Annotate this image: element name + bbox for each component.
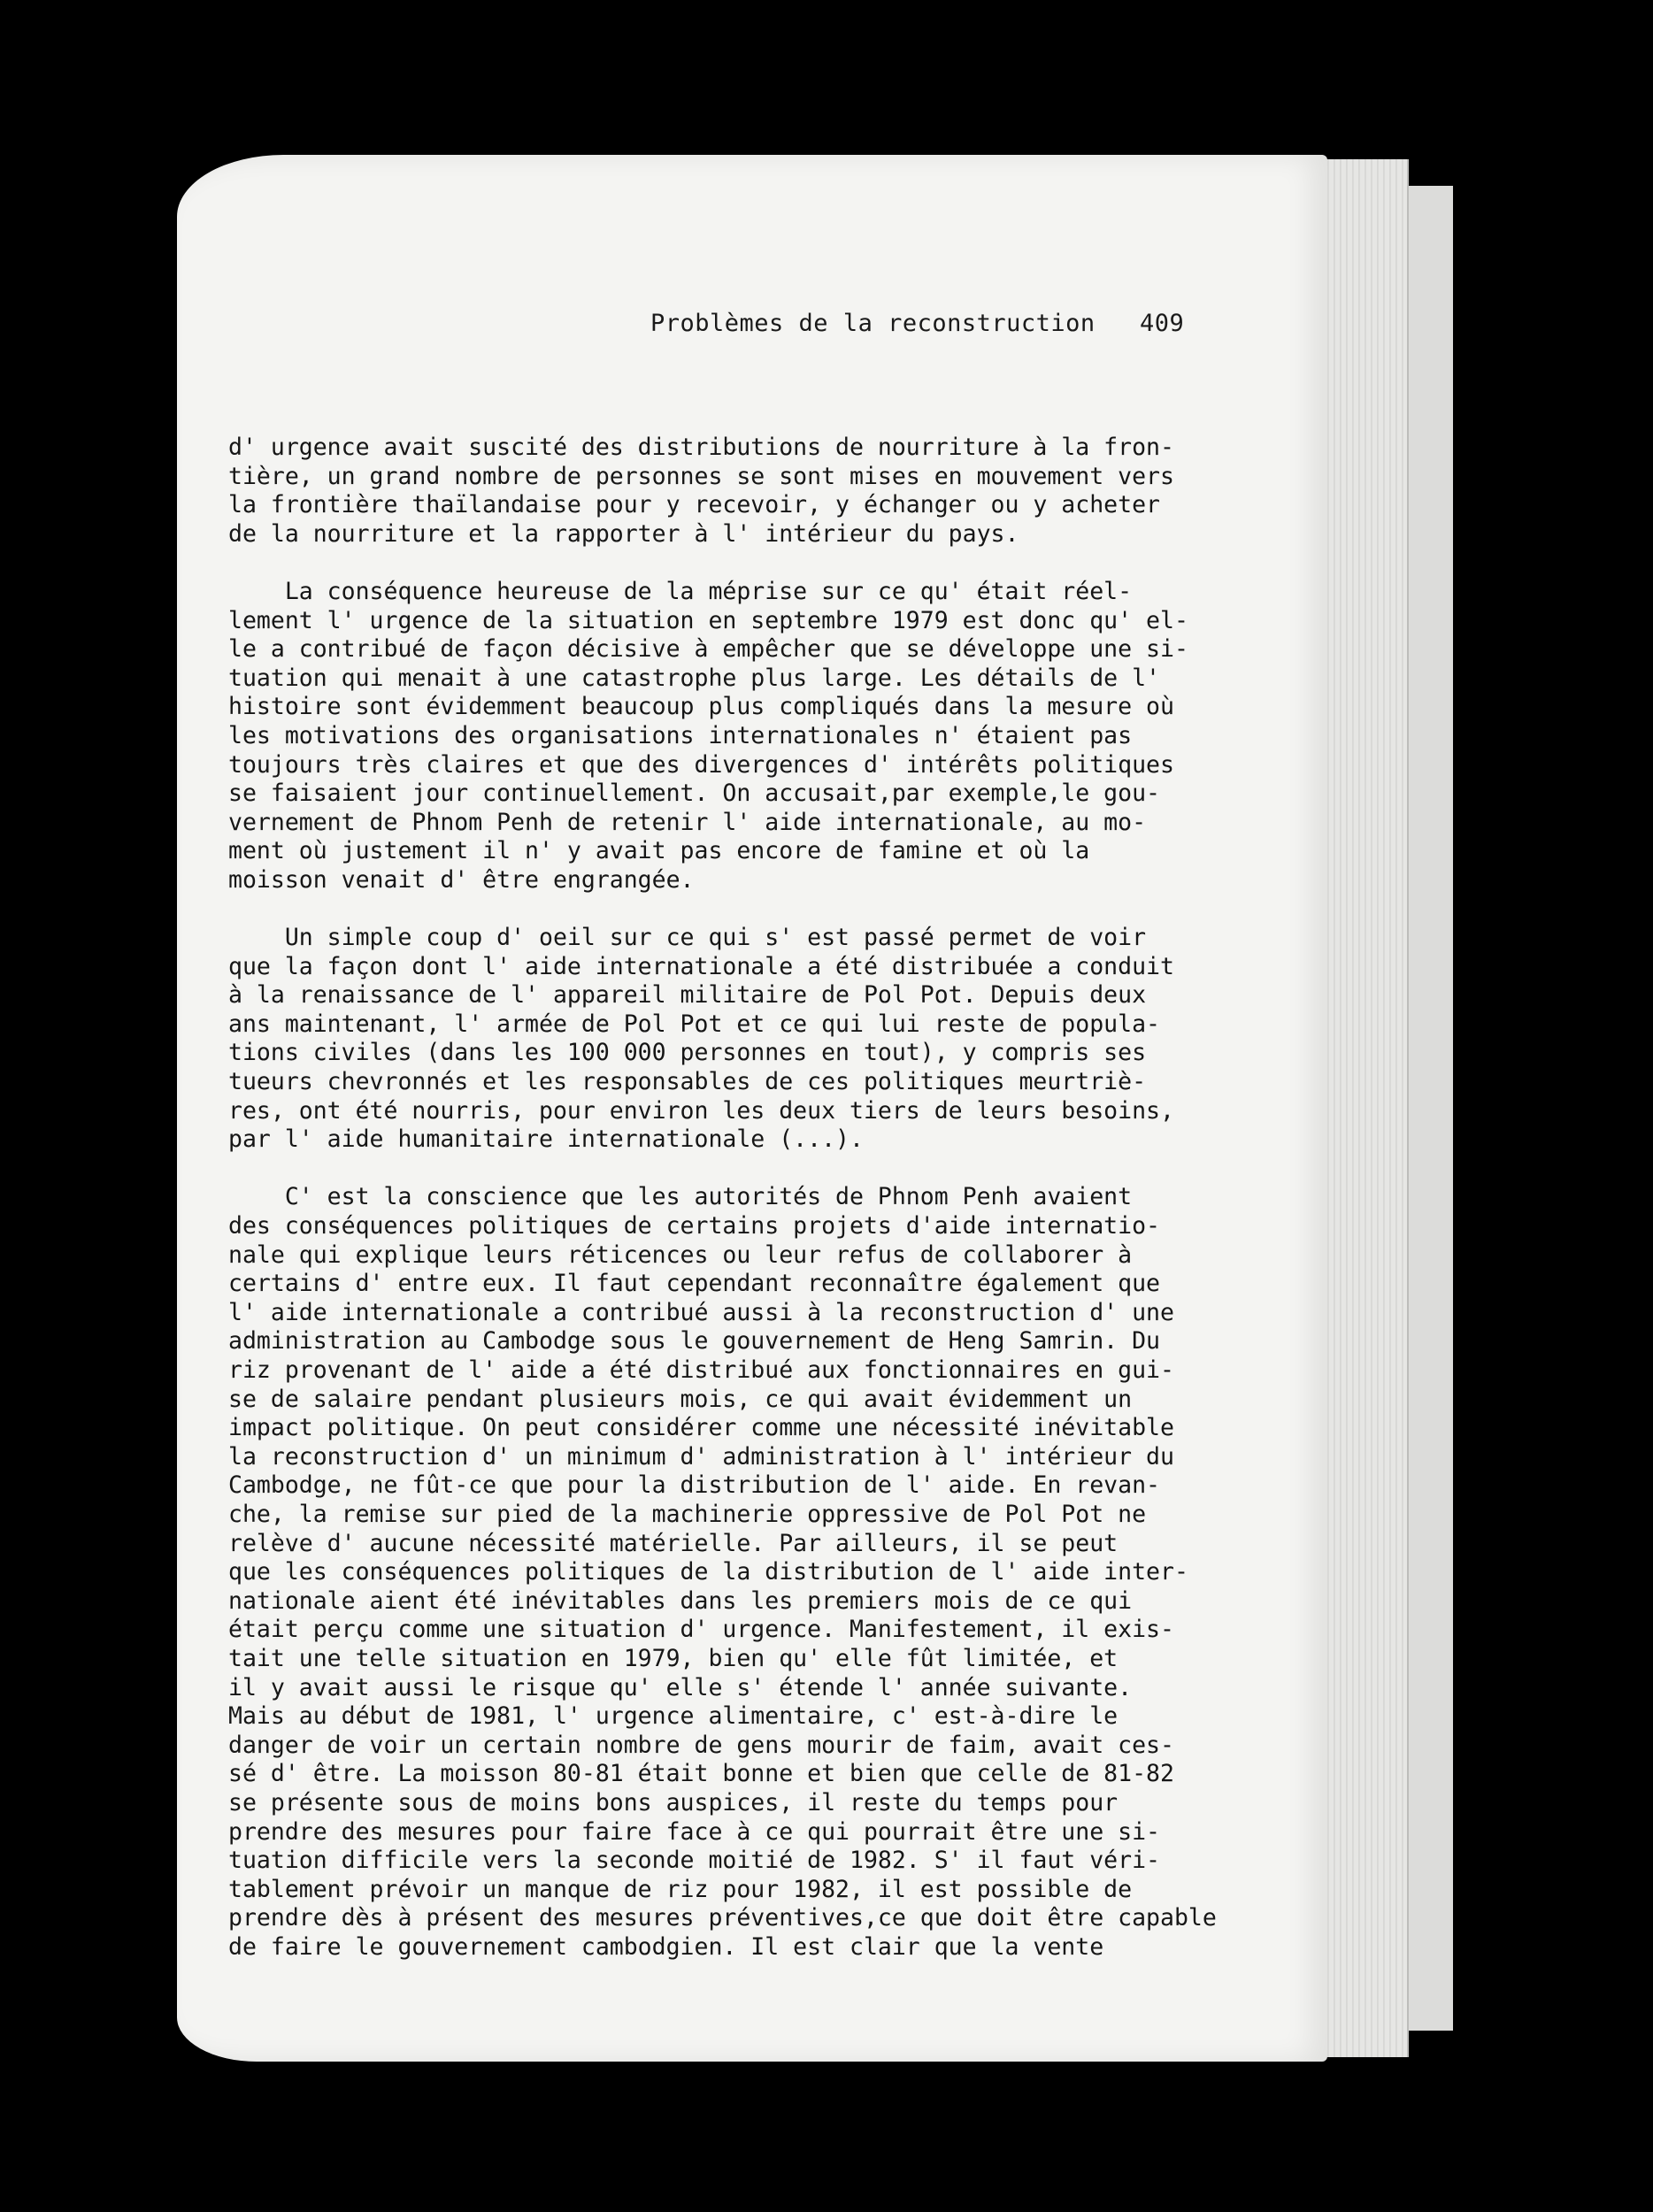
text-line: impact politique. On peut considérer comme une nécessité inévitable — [228, 1414, 1174, 1442]
text-line: tueurs chevronnés et les responsables de ces politiques meurtriè- — [228, 1068, 1147, 1096]
text-line: de la nourriture et la rapporter à l' intérieur du pays. — [228, 519, 1019, 548]
text-line: C' est la conscience que les autorités de Phnom Penh avaient — [228, 1183, 1133, 1211]
text-line: se présente sous de moins bons auspices, il reste du temps pour — [228, 1788, 1119, 1816]
text-line: était perçu comme une situation d' urgence. Manifestement, il exis- — [228, 1616, 1174, 1644]
text-line: il y avait aussi le risque qu' elle s' étende l' année suivante. — [228, 1673, 1133, 1701]
text-line: se de salaire pendant plusieurs mois, ce qui avait évidemment un — [228, 1385, 1133, 1413]
page-body — [228, 434, 1217, 1962]
text-line: prendre des mesures pour faire face à ce qui pourrait être une si- — [228, 1817, 1160, 1846]
text-line: de faire le gouvernement cambodgien. Il est clair que la vente — [228, 1932, 1104, 1961]
text-line: che, la remise sur pied de la machinerie oppressive de Pol Pot ne — [228, 1500, 1147, 1528]
text-line: par l' aide humanitaire internationale (...). — [228, 1125, 864, 1154]
text-line: tière, un grand nombre de personnes se sont mises en mouvement vers — [228, 462, 1174, 490]
text-line: la reconstruction d' un minimum d' administration à l' intérieur du — [228, 1442, 1174, 1471]
text-line: la frontière thaïlandaise pour y recevoir, y échanger ou y acheter — [228, 491, 1160, 519]
text-line: des conséquences politiques de certains projets d'aide internatio- — [228, 1212, 1160, 1240]
blank-line — [228, 895, 1193, 925]
text-line: toujours très claires et que des divergences d' intérêts politiques — [228, 750, 1174, 779]
text-line: riz provenant de l' aide a été distribué aux fonctionnaires en gui- — [228, 1356, 1174, 1384]
back-cover-edge — [1403, 186, 1453, 2031]
text-line: que les conséquences politiques de la distribution de l' aide inter- — [228, 1558, 1188, 1586]
text-line: vernement de Phnom Penh de retenir l' aide internationale, au mo- — [228, 808, 1147, 836]
text-line: relève d' aucune nécessité matérielle. Par ailleurs, il se peut — [228, 1529, 1119, 1557]
blank-line — [228, 549, 1193, 578]
text-line: Mais au début de 1981, l' urgence alimentaire, c' est-à-dire le — [228, 1702, 1119, 1731]
text-line: ment où justement il n' y avait pas encore de famine et où la — [228, 837, 1090, 865]
text-line: nationale aient été inévitables dans les premiers mois de ce qui — [228, 1586, 1133, 1615]
blank-line — [228, 1155, 1193, 1184]
text-line: lement l' urgence de la situation en septembre 1979 est donc qu' el- — [228, 606, 1188, 634]
text-line: nale qui explique leurs réticences ou leur refus de collaborer à — [228, 1240, 1133, 1269]
text-line: Cambodge, ne fût-ce que pour la distribution de l' aide. En revan- — [228, 1471, 1160, 1500]
text-line: sé d' être. La moisson 80-81 était bonne et bien que celle de 81-82 — [228, 1760, 1174, 1788]
book — [177, 155, 1487, 2062]
text-line: d' urgence avait suscité des distributions de nourriture à la fron- — [228, 434, 1174, 461]
text-line: se faisaient jour continuellement. On accusait,par exemple,le gou- — [228, 780, 1160, 808]
text-line: tablement prévoir un manque de riz pour 1982, il est possible de — [228, 1875, 1133, 1903]
text-line: ans maintenant, l' armée de Pol Pot et ce qui lui reste de popula- — [228, 1010, 1160, 1038]
text-line: tait une telle situation en 1979, bien qu' elle fût limitée, et — [228, 1644, 1119, 1672]
text-line: certains d' entre eux. Il faut cependant reconnaître également que — [228, 1270, 1160, 1298]
text-line: moisson venait d' être engrangée. — [228, 865, 695, 894]
running-header — [650, 310, 1184, 337]
text-line: à la renaissance de l' appareil militaire de Pol Pot. Depuis deux — [228, 981, 1147, 1010]
page-edges — [1323, 159, 1409, 2057]
text-line: danger de voir un certain nombre de gens mourir de faim, avait ces- — [228, 1731, 1174, 1759]
text-line: les motivations des organisations internationales n' étaient pas — [228, 721, 1133, 749]
text-line: tuation qui menait à une catastrophe plus large. Les détails de l' — [228, 664, 1160, 692]
text-line: l' aide internationale a contribué aussi à la reconstruction d' une — [228, 1298, 1174, 1326]
book-page — [177, 155, 1327, 2062]
text-line: tuation difficile vers la seconde moitié de 1982. S' il faut véri- — [228, 1847, 1160, 1875]
text-line: administration au Cambodge sous le gouvernement de Heng Samrin. Du — [228, 1327, 1160, 1356]
page-number: 409 — [1139, 310, 1185, 337]
text-line: Un simple coup d' oeil sur ce qui s' est passé permet de voir — [228, 924, 1147, 952]
header-title: Problèmes de la reconstruction — [650, 310, 1096, 337]
text-line: que la façon dont l' aide internationale a été distribuée a conduit — [228, 952, 1174, 980]
text-line: tions civiles (dans les 100 000 personnes en tout), y compris ses — [228, 1039, 1147, 1067]
text-line: prendre dès à présent des mesures préventives,ce que doit être capable — [228, 1904, 1217, 1932]
text-line: histoire sont évidemment beaucoup plus compliqués dans la mesure où — [228, 693, 1174, 721]
text-line: res, ont été nourris, pour environ les deux tiers de leurs besoins, — [228, 1096, 1174, 1125]
text-line: La conséquence heureuse de la méprise sur ce qu' était réel- — [228, 577, 1133, 605]
text-line: le a contribué de façon décisive à empêcher que se développe une si- — [228, 635, 1188, 664]
